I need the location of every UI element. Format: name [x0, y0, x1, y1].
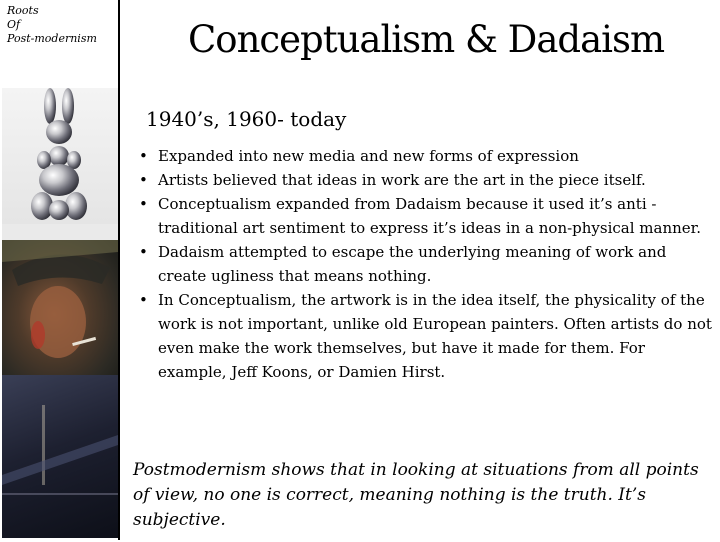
balloon-rabbit-sculpture-image	[2, 88, 118, 240]
bullet-list	[136, 144, 716, 384]
sidebar-title-line: Roots	[7, 4, 39, 17]
bullet-item: • Conceptualism expanded from Dadaism because it used it’s anti -traditional art sentiment to express it’s ideas in a non-physical manner.	[136, 192, 716, 240]
conclusion-text: Postmodernism shows that in looking at situations from all points of view, no one is correct, meaning nothing is the truth. It’s subjective.	[133, 460, 699, 530]
sidebar	[0, 0, 120, 540]
sidebar-title	[7, 4, 97, 46]
bullet-item: • Artists believed that ideas in work are the art in the piece itself.	[136, 168, 716, 192]
bullet-dot-icon: •	[139, 243, 148, 261]
bullet-dot-icon: •	[139, 171, 148, 189]
bullet-dot-icon: •	[139, 147, 148, 165]
sidebar-title-line: Of	[7, 18, 21, 31]
bullet-item: • Dadaism attempted to escape the underlying meaning of work and create ugliness that means nothing.	[136, 240, 716, 288]
bullet-dot-icon: •	[139, 291, 148, 309]
sidebar-title-line: Post-modernism	[7, 32, 97, 45]
dark-artwork-image	[2, 375, 118, 538]
portrait-painting-image	[2, 240, 118, 375]
date-range: 1940’s, 1960- today	[146, 107, 347, 131]
slide-title: Conceptualism & Dadaism	[188, 18, 665, 61]
bullet-dot-icon: •	[139, 195, 148, 213]
bullet-item: • Expanded into new media and new forms of expression	[136, 144, 716, 168]
bullet-item: • In Conceptualism, the artwork is in the idea itself, the physicality of the work is not important, unlike old European painters. Often artists do not even make the work themselves, but have it made for them. For example, Jeff Koons, or Damien Hirst.	[136, 288, 716, 384]
